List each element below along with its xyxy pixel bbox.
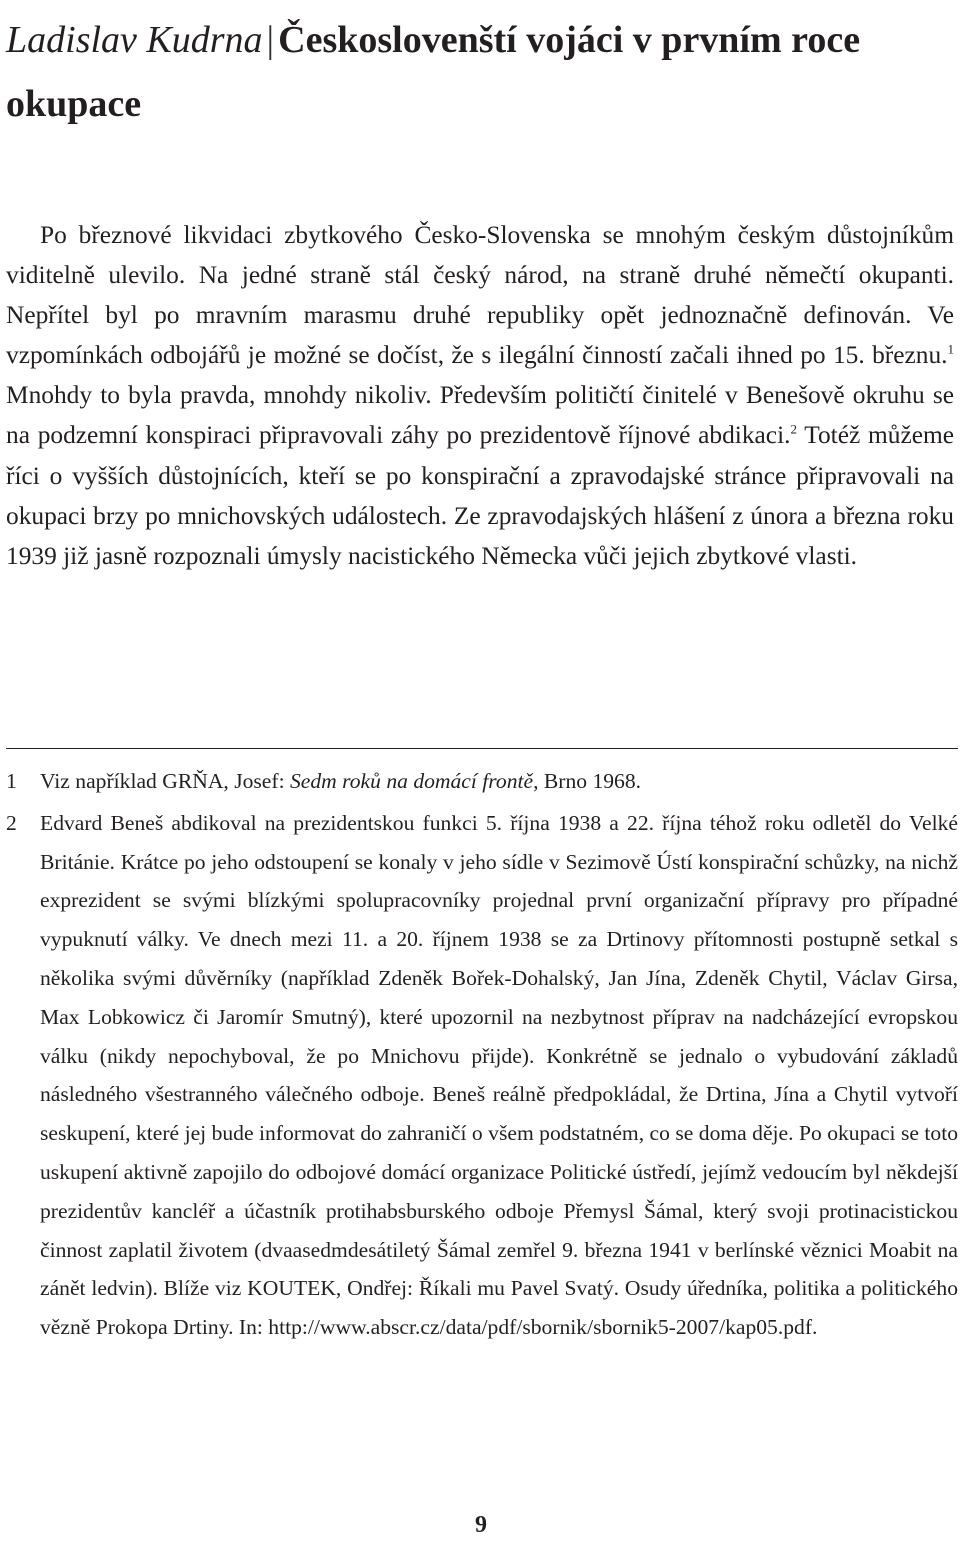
footnote-number: 2 — [6, 810, 17, 835]
header-title: Českoslovenští vojáci v prvním roce okupace — [6, 19, 861, 125]
body-text-part-3: Totéž můžeme říci o vyšších důstojnících, kteří se po konspirační a zpravodajské stránce připravovali na okupaci brzy po mnichovských událostech. Ze zpravodajských hlášení z února a března roku 1939 již jasně rozpoznali úmysly nacistického Německa vůči jejich zbytkové vlasti. — [6, 421, 955, 570]
footnote-text-before: Viz například GRŇA, Josef: — [40, 769, 290, 793]
page-number: 9 — [475, 1512, 487, 1538]
running-header — [6, 8, 946, 136]
header-author: Ladislav Kudrna — [6, 19, 263, 61]
footnote-text: Edvard Beneš abdikoval na prezidentskou funkci 5. října 1938 a 22. října téhož roku odletěl do Velké Británie. Krátce po jeho odstoupení se konaly v jeho sídle v Sezimově Ústí konspirační schůzky, na nichž exprezident se svými blízkými spolupracovníky projednal první organizační přípravy pro případné vypuknutí války. Ve dnech mezi 11. a 20. říjnem 1938 se za Drtinovy přítomnosti postupně setkal s několika svými důvěrníky (například Zdeněk Bořek-Dohalský, Jan Jína, Zdeněk Chytil, Václav Girsa, Max Lobkowicz či Jaromír Smutný), které upozornil na nezbytnost příprav na nadcházející evropskou válku (nikdy nepochyboval, že po Mnichovu přijde). Konkrétně se jednalo o vybudování základů následného všestranného válečného odboje. Beneš reálně předpokládal, že Drtina, Jína a Chytil vytvoří seskupení, které jej bude informovat do zahraničí o všem podstatném, co se doma děje. Po okupaci se toto uskupení aktivně zapojilo do odbojové domácí organizace Politické ústředí, jejímž vedoucím byl někdejší prezidentův kancléř a účastník protihabsburského odboje Přemysl Šámal, který svoji protinacistickou činnost zaplatil životem (dvaasedmdesátiletý Šámal zemřel 9. března 1941 v berlínské věznici Moabit na zánět ledvin). Blíže viz KOUTEK, Ondřej: Říkali mu Pavel Svatý. Osudy úředníka, politika a politického vězně Prokopa Drtiny. In: http://www.abscr.cz/data/pdf/sbornik/sbornik5-2007/kap05.pdf. — [40, 810, 958, 1340]
header-separator: | — [266, 19, 275, 61]
body-text-part-1: Po březnové likvidaci zbytkového Česko-Slovenska se mnohým českým důstojníkům viditelně ulevilo. Na jedné straně stál český národ, na straně druhé němečtí okupanti. Nepřítel byl po mravním marasmu druhé republiky opět jednoznačně definován. Ve vzpomínkách odbojářů je možné se dočíst, že s ilegální činností začali ihned po 15. březnu. — [6, 221, 954, 370]
footnote-text-after: , Brno 1968. — [533, 769, 642, 793]
footnote-separator-rule — [6, 748, 958, 749]
footnote-number: 1 — [6, 769, 17, 793]
footnote-1 — [6, 762, 958, 801]
footnote-ref-1: 1 — [947, 341, 954, 357]
body-paragraph — [6, 215, 954, 576]
footnote-ref-2: 2 — [790, 422, 797, 437]
footnotes-list — [6, 762, 958, 1347]
footnote-italic-title: Sedm roků na domácí frontě — [289, 769, 534, 793]
body-text-part-2: Mnohdy to byla pravda, mnohdy nikoliv. Především političtí činitelé v Benešově okruhu se na podzemní konspiraci připravovali záhy po prezidentově říjnové abdikaci. — [6, 381, 954, 450]
footnote-2 — [6, 804, 958, 1347]
